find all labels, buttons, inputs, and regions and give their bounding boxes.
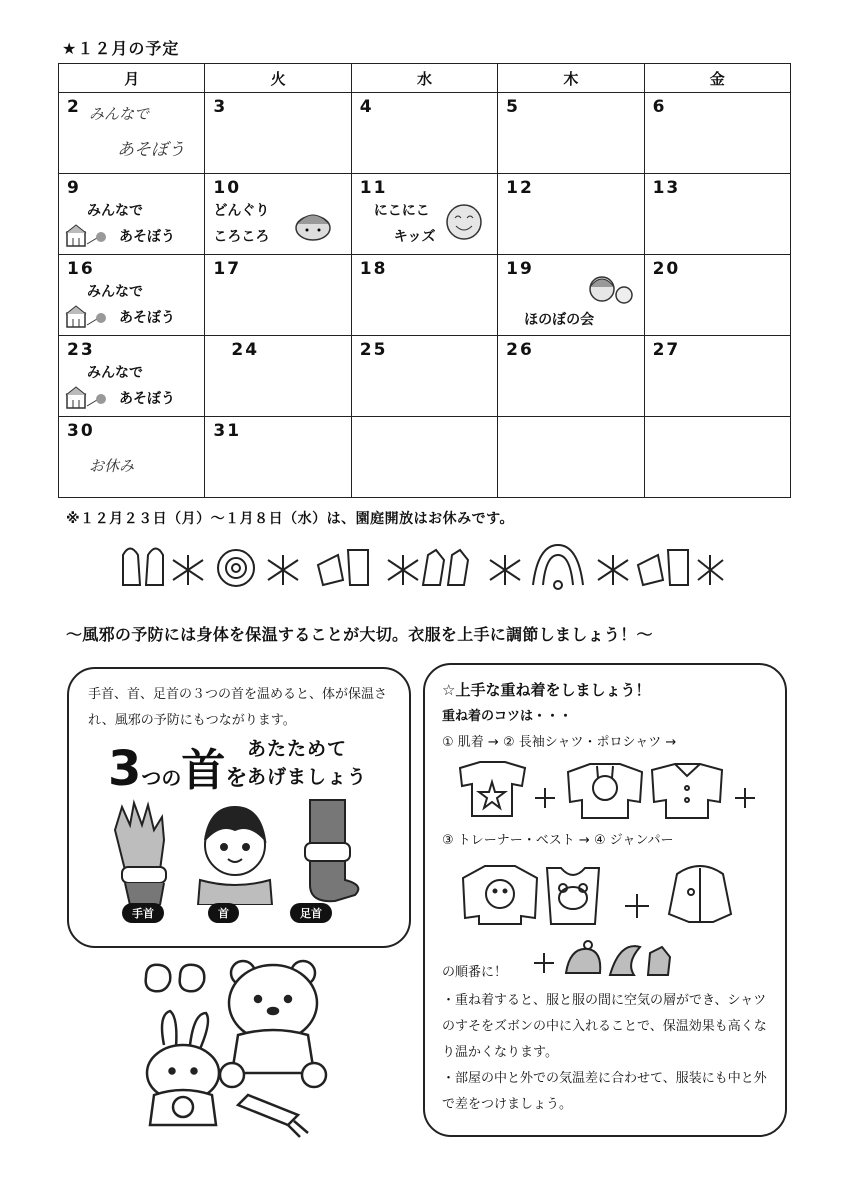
day-number: 6 — [652, 97, 667, 117]
weekday-mon: 月 — [59, 64, 205, 93]
day-number: 30 — [67, 421, 95, 441]
heading-line1: あたためて — [247, 738, 348, 760]
three-necks-illustration — [100, 795, 370, 905]
calendar-day — [351, 174, 497, 255]
weekday-thu: 木 — [498, 64, 644, 93]
event-label: みんなで — [87, 365, 143, 381]
layering-subtitle: 重ね着のコツは・・・ — [442, 709, 573, 724]
layering-order: の順番に！ — [442, 965, 508, 980]
calendar-day — [205, 336, 351, 417]
event-handwritten: お休み — [89, 457, 135, 475]
event-label: ほのぼの会 — [524, 312, 595, 328]
calendar-day — [59, 174, 205, 255]
event-label: どんぐり — [213, 203, 270, 219]
schedule-calendar — [58, 63, 791, 498]
day-number: 19 — [506, 259, 534, 279]
heading-kubi: 首 — [181, 745, 226, 796]
day-number: 5 — [506, 97, 521, 117]
calendar-day — [498, 174, 644, 255]
day-number: 11 — [359, 178, 388, 198]
clothes-row1 — [450, 758, 780, 822]
day-number: 10 — [213, 178, 242, 198]
event-label: あそぼう — [119, 229, 175, 245]
calendar-day — [205, 255, 351, 336]
playground-icon — [65, 305, 109, 331]
calendar-day — [644, 93, 790, 174]
calendar-day — [205, 174, 351, 255]
day-number: 12 — [506, 178, 534, 198]
calendar-day — [644, 336, 790, 417]
calendar-day — [59, 255, 205, 336]
heading-wo: を — [225, 766, 248, 791]
family-icon — [586, 273, 636, 309]
calendar-day — [644, 255, 790, 336]
calendar-day — [498, 336, 644, 417]
event-label: あそぼう — [119, 310, 175, 326]
layering-step1: ① 肌着 → ② 長袖シャツ・ポロシャツ → — [442, 735, 677, 750]
day-number: 18 — [359, 259, 388, 279]
day-number: 26 — [506, 340, 534, 360]
closure-note: ※１２月２３日（月）～１月８日（水）は、園庭開放はお休みです。 — [66, 511, 514, 527]
acorn-icon — [293, 206, 333, 242]
day-number: 31 — [213, 421, 242, 441]
day-number: 17 — [213, 259, 242, 279]
event-label: あそぼう — [119, 391, 175, 407]
weekday-wed: 水 — [351, 64, 497, 93]
layering-step2: ③ トレーナー・ベスト → ④ ジャンパー — [442, 833, 674, 848]
day-number: 20 — [652, 259, 681, 279]
calendar-day — [498, 93, 644, 174]
calendar-day — [644, 417, 790, 498]
day-number: 25 — [359, 340, 388, 360]
day-number: 23 — [67, 340, 95, 360]
heading-3: 3 — [108, 741, 142, 797]
winter-clothes-border — [118, 540, 728, 590]
calendar-day — [351, 417, 497, 498]
event-label: みんなで — [87, 284, 143, 300]
calendar-day — [205, 417, 351, 498]
calendar-day — [59, 336, 205, 417]
day-number: 2 — [67, 97, 81, 117]
page-title: ★１２月の予定 — [62, 39, 180, 58]
bear-rabbit-illustration — [138, 955, 338, 1140]
calendar-day — [351, 255, 497, 336]
layering-title: ☆上手な重ね着をしましょう！ — [442, 681, 651, 699]
calendar-day — [59, 93, 205, 174]
calendar-day — [59, 417, 205, 498]
event-label: にこにこ — [373, 203, 430, 219]
event-label: キッズ — [393, 229, 436, 245]
event-handwritten: みんなで — [89, 105, 150, 123]
weekday-tue: 火 — [205, 64, 351, 93]
calendar-day — [498, 417, 644, 498]
label-ankle: 足首 — [290, 903, 332, 923]
layering-tip1: ・重ね着すると、服と服の間に空気の層ができ、シャツのすそをズボンの中に入れることで、保温効果も高くなり温かくなります。 — [442, 993, 767, 1060]
clothes-row2 — [455, 858, 755, 930]
calendar-day — [351, 93, 497, 174]
event-label: みんなで — [87, 203, 143, 219]
heading-tsuno: つの — [141, 766, 182, 790]
three-necks-heading — [108, 734, 247, 798]
calendar-day — [644, 174, 790, 255]
playground-icon — [65, 224, 109, 250]
day-number: 24 — [231, 340, 260, 360]
day-number: 27 — [652, 340, 681, 360]
label-neck: 首 — [208, 903, 239, 923]
calendar-day — [498, 255, 644, 336]
day-number: 9 — [67, 178, 81, 198]
calendar-day — [205, 93, 351, 174]
calendar-day — [351, 336, 497, 417]
accessories-illustration — [530, 935, 690, 981]
playground-icon — [65, 386, 109, 412]
headline: ～風邪の予防には身体を保温することが大切。衣服を上手に調節しましょう！～ — [66, 625, 653, 644]
weekday-fri: 金 — [644, 64, 790, 93]
three-necks-text: 手首、首、足首の３つの首を温めると、体が保温され、風邪の予防にもつながります。 — [88, 687, 388, 728]
day-number: 16 — [67, 259, 95, 279]
day-number: 4 — [359, 97, 374, 117]
smiley-icon — [444, 202, 484, 242]
label-wrist: 手首 — [122, 903, 164, 923]
event-label: ころころ — [213, 229, 270, 245]
day-number: 13 — [652, 178, 681, 198]
event-handwritten: あそぼう — [117, 140, 185, 160]
day-number: 3 — [213, 97, 228, 117]
layering-tip2: ・部屋の中と外での気温差に合わせて、服装にも中と外で差をつけましょう。 — [442, 1071, 767, 1112]
heading-line2: あげましょう — [247, 766, 368, 788]
